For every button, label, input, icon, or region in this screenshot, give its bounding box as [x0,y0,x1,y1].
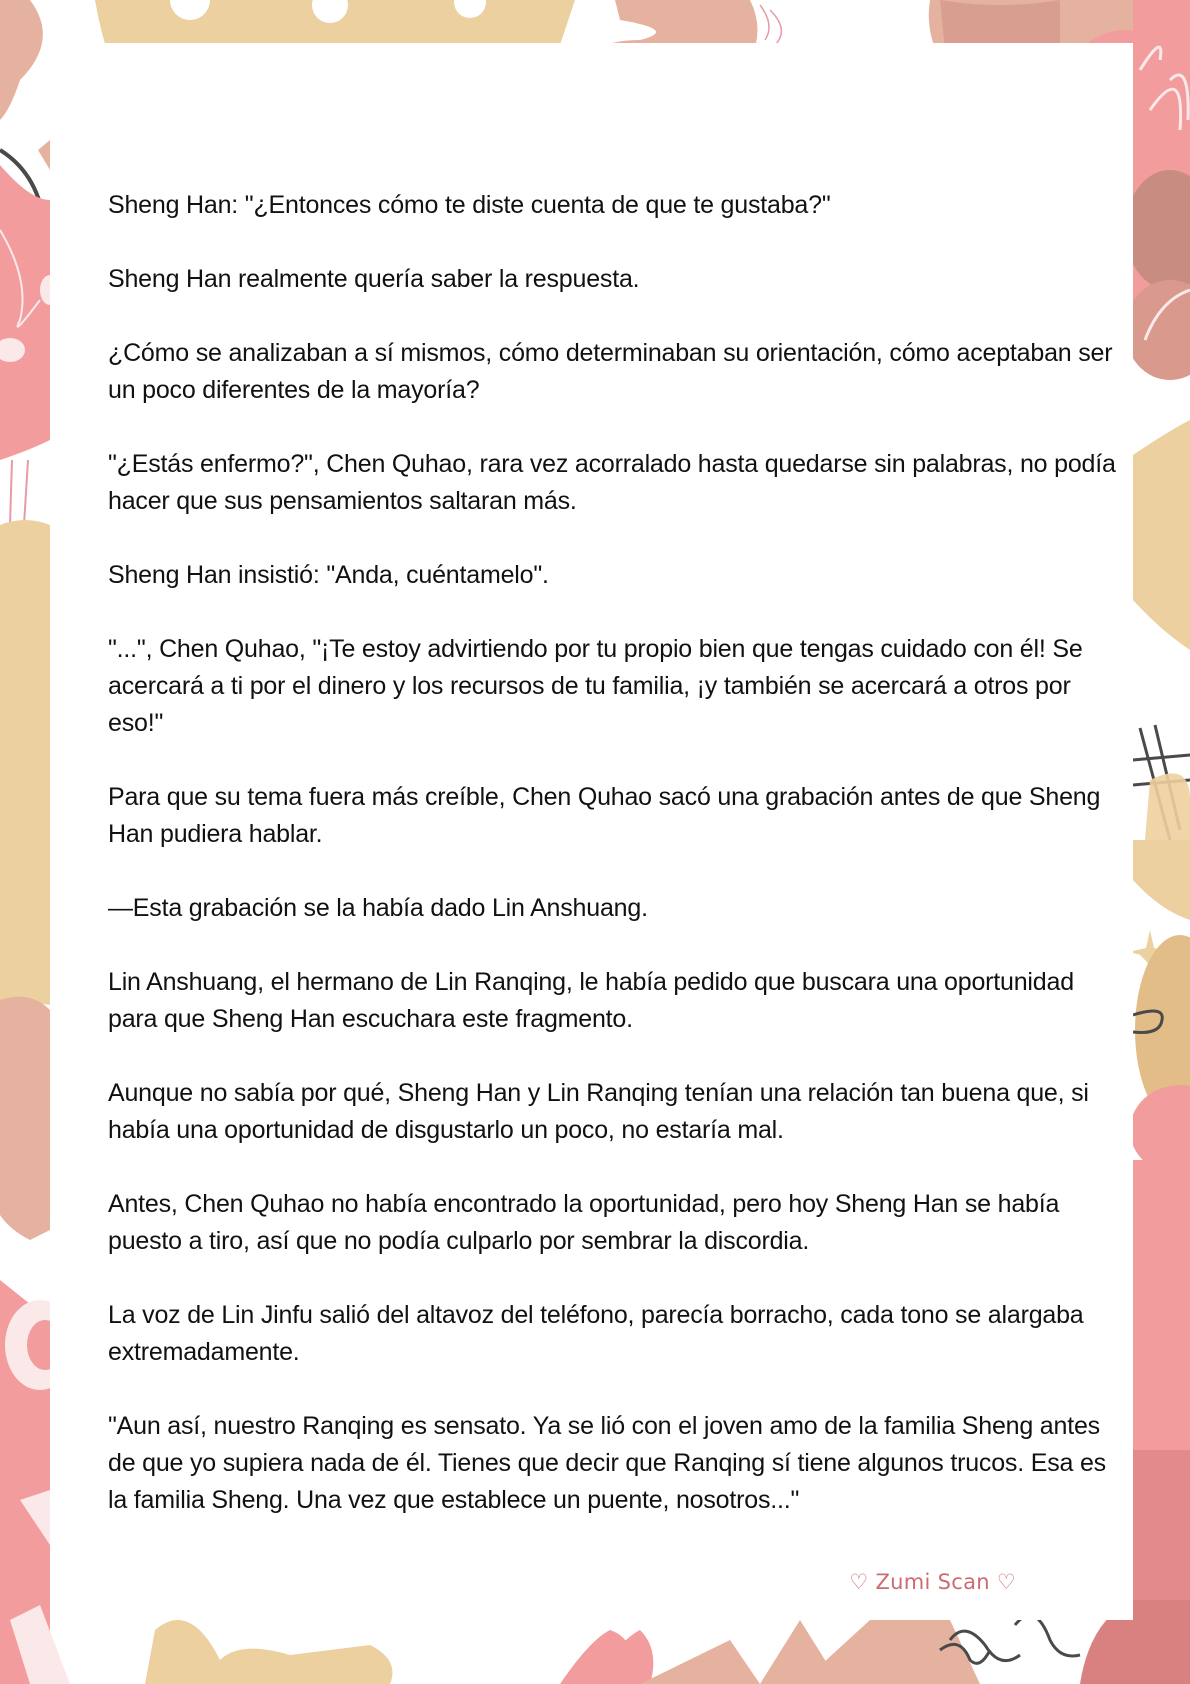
paragraph: Lin Anshuang, el hermano de Lin Ranqing, le había pedido que buscara una oportunidad para que Sheng Han escuchara este fragmento. [108,968,1074,1033]
paragraph: Sheng Han insistió: "Anda, cuéntamelo". [108,561,549,589]
paragraph: Antes, Chen Quhao no había encontrado la oportunidad, pero hoy Sheng Han se había puesto a tiro, así que no podía culparlo por sembrar la discordia. [108,1190,1060,1255]
paragraph: "Aun así, nuestro Ranqing es sensato. Ya se lió con el joven amo de la familia Sheng antes de que yo supiera nada de él. Tienes que decir que Ranqing sí tiene algunos trucos. Esa es la familia Sheng. Una vez que establece un puente, nosotros..." [108,1412,1106,1514]
paragraph: La voz de Lin Jinfu salió del altavoz del teléfono, parecía borracho, cada tono se alargaba extremadamente. [108,1301,1084,1366]
paragraph: Sheng Han realmente quería saber la respuesta. [108,265,640,293]
paragraph: ¿Cómo se analizaban a sí mismos, cómo determinaban su orientación, cómo aceptaban ser un poco diferentes de la mayoría? [108,339,1113,404]
paragraph: Aunque no sabía por qué, Sheng Han y Lin Ranqing tenían una relación tan buena que, si había una oportunidad de disgustarlo un poco, no estaría mal. [108,1079,1089,1144]
paragraph: Para que su tema fuera más creíble, Chen Quhao sacó una grabación antes de que Sheng Han pudiera hablar. [108,783,1101,848]
paragraph: "...", Chen Quhao, "¡Te estoy advirtiendo por tu propio bien que tengas cuidado con él! Se acercará a ti por el dinero y los recursos de tu familia, ¡y también se acercará a otros por eso!" [108,635,1083,737]
paragraph: "¿Estás enfermo?", Chen Quhao, rara vez acorralado hasta quedarse sin palabras, no podía hacer que sus pensamientos saltaran más. [108,450,1116,515]
scanlation-signature: ♡ Zumi Scan ♡ [849,1570,1016,1594]
paragraph: —Esta grabación se la había dado Lin Anshuang. [108,894,648,922]
paragraph: Sheng Han: "¿Entonces cómo te diste cuenta de que te gustaba?" [108,191,831,219]
document-body [108,187,1128,1556]
page-panel [50,43,1133,1620]
